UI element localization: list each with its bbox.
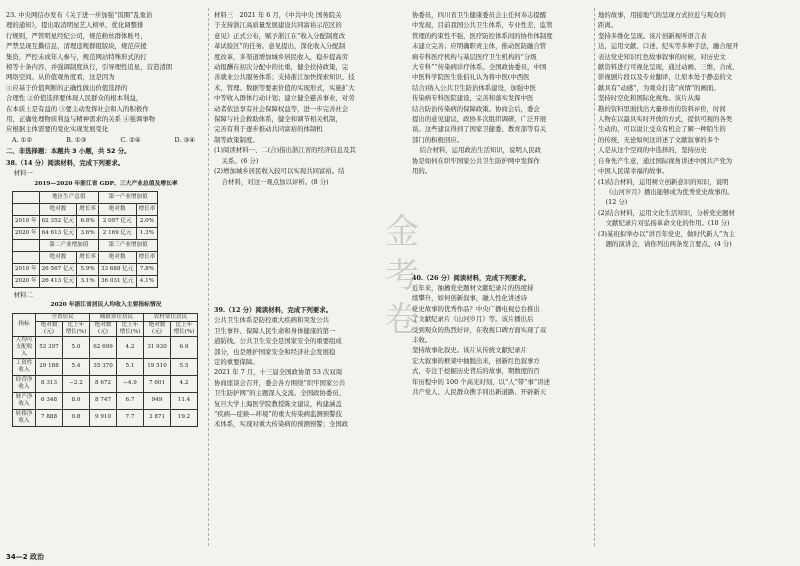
table-cell: 6.8% [77, 215, 99, 227]
table-cell: 9 910 [90, 409, 117, 426]
question-39-task-cont: 协是如何在织牢国家公共卫生防护网中发挥作 [412, 156, 540, 165]
table-cell: 9.8 [63, 409, 90, 426]
text-line: 续攀升，如何创新叙事，融人性化讲述诗 [412, 294, 528, 303]
table-cell: 3 871 [144, 409, 171, 426]
text-line: 协商座谈会召开，委会各方围绕“织牢国家公共 [214, 378, 346, 387]
text-line: 人是从这个空间的中选择的，坚持历史 [598, 146, 707, 155]
text-line: 保障与社会救助体系，健全和调节相关机制， [214, 115, 342, 124]
question-40-text [412, 283, 592, 397]
text-line: 卫生防护网”的主题深入交流。全国政协委员、 [214, 389, 346, 398]
question-40-3: (3)某班拟举办以“讲百年党史，做时代新人”为主 [598, 229, 736, 238]
text-line: 献具有“动感”，为观众打造“真情”的画面。 [598, 83, 720, 92]
question-38-1: (1)阅读材料一、二(合)指出浙江省的经济信息及其 [214, 146, 356, 155]
text-line: 中等收入群体行动计划；建立健全慈善事业，对劳 [214, 94, 355, 103]
table-header-cell: 第一产业增加值 [98, 191, 157, 203]
table-cell: 52 397 [36, 336, 63, 358]
text-line: 共产党人、人民群众携手同出新道路、开辟新天 [412, 387, 547, 396]
text-line: 影视剧片段以及专业翻译，让原本处于静态的文 [598, 73, 733, 82]
text-line: 意见》正式公布，赋予浙江在“收入分配制度改 [214, 31, 346, 40]
table-cell: 8.0 [63, 392, 90, 409]
text-line: 制等政策制度。 [214, 135, 259, 144]
text-line: 网络空间。从价值观角度看，这是因为 [6, 73, 115, 82]
text-line: 年历程中的 100 个高光时刻，以“人”带“事”讲述 [412, 377, 550, 386]
table-header-cell: 增长率 [77, 203, 99, 215]
text-line: 地的故事，用接地气的呈现方式拉近与观众的 [598, 11, 726, 19]
table-header-cell: 增长率 [136, 251, 158, 263]
table-cell: 2020 年 [13, 227, 40, 239]
text-line: 献资料进行可视化呈现，通过动画、三维、合成、 [598, 63, 739, 72]
income-table [12, 313, 198, 427]
table-cell: 31 930 [144, 336, 171, 358]
table-cell: 1.3% [136, 227, 158, 239]
text-line: 合理性 ②价值选择要体现人民群众的根本利益， [6, 94, 143, 103]
text-line: 应根据主体需要的变化实现发展变化 [6, 125, 109, 134]
table-header-cell: 绝对数 [98, 251, 136, 263]
material-3 [214, 10, 406, 145]
table-header-cell: 绝对数 [39, 203, 77, 215]
question-40-2: (2)结合材料，运用文化生活知识，分析党史题材 [598, 208, 735, 217]
table-cell: 人均可支配收入 [13, 336, 36, 358]
question-40-heading: 40.（26 分）阅读材料，完成下列要求。 [412, 273, 531, 282]
table-header-cell: 绝对数(元) [90, 321, 117, 336]
column-2 [214, 10, 406, 430]
table-cell: 工资性收入 [13, 358, 36, 375]
table-cell: 2020 年 [13, 275, 40, 287]
text-line: 部分，也是维护国家安全和经济社会发展稳 [214, 347, 336, 356]
table-cell: 19.2 [171, 409, 198, 426]
table-cell: 5.1 [117, 358, 144, 375]
table-header-row [13, 313, 198, 321]
table-header-cell: 地区生产总值 [39, 191, 98, 203]
table-cell: −4.9 [117, 375, 144, 392]
text-line: 宏大叙事的框架中抽脱出来，创新红色叙事方 [412, 356, 540, 365]
table-row [13, 227, 158, 239]
table-row [13, 336, 198, 358]
text-line: 行规则，严管明星经纪公司，规范粉丝群体账号， [6, 31, 147, 40]
watermark-char: 金 [385, 212, 419, 252]
section-2-heading: 二、非选择题：本题共 3 小题，共 52 分。 [6, 147, 131, 156]
table-header-row [13, 239, 158, 251]
table-cell: 62 352 亿元 [39, 215, 77, 227]
table-cell: 2 097 亿元 [98, 215, 136, 227]
text-line: 坚持多维化呈现。该片创新视听语言表 [598, 31, 707, 40]
table-cell: 5.4 [63, 358, 90, 375]
column-divider [208, 8, 209, 546]
table-cell: 2019 年 [13, 263, 40, 275]
text-line: 公共卫生体系是防控重大疾病和突发公共 [214, 316, 330, 325]
text-line: 管理的约束性不强，医疗防控体系间的协作体制度 [412, 31, 553, 40]
text-line: 道防线。公共卫生安全是国家安全的重要组成 [214, 337, 342, 346]
table-cell: 6 348 [36, 392, 63, 409]
text-line: 传染病专科医院建设，完善和落实发挥中医 [412, 94, 534, 103]
table-cell: 4.2 [171, 375, 198, 392]
text-line: 表达党史知识红色故事叙事的时候，对历史文 [598, 52, 726, 61]
question-40-1-cont: 《山河岁月》播出能够成为优秀党史故事的。 [605, 187, 734, 196]
question-40-continuation [598, 10, 794, 177]
text-line: 卫生事件、保障人民生命和身体健康的第一 [214, 326, 336, 335]
table-cell: 7.8% [136, 263, 158, 275]
table-cell: 8 747 [90, 392, 117, 409]
text-line: 的传统，无论如何这讲述了文献叙事的多个 [598, 135, 720, 144]
text-line: 受到观众的热烈好评，在收视口碑方面实现了双 [412, 325, 547, 334]
page-footer: 34—2 政治 [6, 553, 45, 561]
text-line: 善就业公共服务体系；支持浙江加快探索知识、技 [214, 73, 355, 82]
table-header-cell: 绝对数 [98, 203, 136, 215]
table-header-cell: 增长率 [77, 251, 99, 263]
text-line: 勘的资料里面找出大量珍贵的资料评价，时间 [598, 104, 726, 113]
watermark-char: 考 [385, 256, 419, 296]
text-line: 中医科学院医生张伯礼认为将中医(中西医 [412, 73, 530, 82]
table-cell: 4.2 [117, 336, 144, 358]
table-cell: 6.9 [171, 336, 198, 358]
text-line: 动者依法享有社会保障权益等，进一步完善社会 [214, 104, 349, 113]
question-23-options [6, 135, 206, 145]
text-line: 协委员，四川省卫生健康委员会主任何寿志提醒 [412, 11, 547, 19]
text-line: 复旦大学上海医学院教授陈文建议，构建涵盖 [214, 399, 342, 408]
text-line: 集资，严控未成年人参与，规范网站特殊形式的打 [6, 52, 147, 61]
question-39-text [214, 315, 406, 429]
text-line: 术、管理、数据等要素价值的实现形式，实施扩大 [214, 83, 355, 92]
question-39-task: 结合材料，运用政治生活知识，说明人民政 [419, 146, 542, 155]
table-row [13, 263, 158, 275]
table-cell: 转移净收入 [13, 409, 36, 426]
option-a: A. ①② [12, 135, 33, 144]
option-c: C. ②④ [120, 135, 141, 144]
text-line: 严禁呈现互撕信息，清理违规群组版块，规范应援 [6, 42, 147, 51]
table-cell: 经营净收入 [13, 375, 36, 392]
text-line: 术体系，实现对重大传染病的预测预警；全国政 [214, 420, 349, 429]
text-line: 距离。 [598, 21, 618, 30]
question-39-task-end: 用的。 [412, 167, 432, 176]
table-header-cell: 比上年增长(%) [117, 321, 144, 336]
table-row [13, 375, 198, 392]
table-header-cell: 第二产业增加值 [39, 239, 98, 251]
table-row [13, 358, 198, 375]
table-cell [13, 251, 40, 263]
text-line: 生动的，可以说让受众有机会了解一种陌生的 [598, 125, 726, 134]
question-38-2: (2)增加城乡居民收入较可以实现共同富裕。结 [214, 167, 345, 176]
text-line: 在本质上是有益的 ③要主动发挥社会和人的积极作 [6, 104, 149, 113]
option-b: B. ①③ [66, 135, 87, 144]
table-header-row [13, 191, 158, 203]
table-1-title: 2019—2020 年浙江省 GDP、三大产业总值及增长率 [34, 180, 178, 187]
table-cell: 7.7 [117, 409, 144, 426]
table-cell: 33 688 亿元 [98, 263, 136, 275]
text-line: 中发现，目前我国公共卫生体系，专业性差，监管 [412, 21, 553, 30]
table-header-cell: 绝对数 [39, 251, 77, 263]
text-line: 丰收。 [412, 335, 432, 344]
table-cell [13, 191, 40, 203]
table-header-cell: 增长率 [136, 203, 158, 215]
table-cell: 财产净收入 [13, 392, 36, 409]
table-header-cell: 全省居民 [36, 313, 90, 321]
text-line: 理的通知》，提出取消明星艺人榜单、优化调整排 [6, 21, 144, 30]
table-cell: 2 169 亿元 [98, 227, 136, 239]
question-38-1-cont: 关系。(6 分) [221, 156, 259, 165]
table-header-cell: 第三产业增加值 [98, 239, 157, 251]
table-cell: −2.2 [63, 375, 90, 392]
question-38-heading: 38.（14 分）阅读材料，完成下列要求。 [6, 158, 125, 167]
material-1-label: 材料一 [13, 169, 33, 178]
text-line: 完善有利于逐步推动共同富裕的体制机 [214, 125, 323, 134]
text-line: 于支持浙江高质量发展建设共同富裕示范区的 [214, 21, 342, 30]
table-row [13, 409, 198, 426]
column-divider [594, 8, 595, 546]
table-cell: 64 613 亿元 [39, 227, 77, 239]
table-cell: 2019 年 [13, 215, 40, 227]
table-cell: 26 567 亿元 [39, 263, 77, 275]
text-line: 用，正确处理物质利益与精神需求的关系 ④强调事物 [6, 115, 156, 124]
table-header-cell: 指标 [13, 313, 36, 336]
table-header-cell: 农村常住居民 [144, 313, 198, 321]
table-cell: 29 188 [36, 358, 63, 375]
table-header-row [13, 251, 158, 263]
material-2-label: 材料二 [13, 290, 33, 299]
table-cell: 8 313 [36, 375, 63, 392]
table-cell: 5.5 [171, 358, 198, 375]
table-cell: 36 031 亿元 [98, 275, 136, 287]
table-cell: 7 888 [36, 409, 63, 426]
table-cell: 5.0 [63, 336, 90, 358]
question-40-3-cont: 题的演讲会，请你列出两条发言要点。(4 分) [605, 239, 732, 248]
table-header-cell: 比上年增长(%) [171, 321, 198, 336]
table-cell: 19 510 [144, 358, 171, 375]
question-38-2-cont: 合材料，对这一观点加以评析。(8 分) [221, 177, 329, 186]
table-cell: 35 370 [90, 358, 117, 375]
text-line: 中国人民谋幸福的故事。 [598, 167, 669, 176]
text-line: 结合)纳入公共卫生防治体系建设，加强中医 [412, 83, 536, 92]
text-line: “疾病—症候—环境”的重大传染病监测预警技 [214, 409, 342, 418]
text-line: 榜等十条内容，并强调制度执行，引导理性追星，营造清朗 [6, 63, 173, 72]
text-line: 坚持故事化叙史。该片从传统文献纪录片 [412, 346, 528, 355]
table-cell: 4.1% [136, 275, 158, 287]
table-2-title: 2020 年浙江省居民人均收入主要指标情况 [50, 302, 162, 309]
text-line: 病专科医疗机构与基层医疗卫生机构的“分级 [412, 52, 537, 61]
text-line: 度改革，多渠道增加城乡居民收入，稳步提高劳 [214, 52, 349, 61]
gdp-table [12, 191, 158, 288]
text-line: 材料三 2021 年 6 月，《中共中央 国务院关 [214, 11, 342, 19]
table-header-cell: 绝对数(元) [144, 321, 171, 336]
text-line: ①应基于价值判断的正确性做出价值选择的 [6, 83, 128, 92]
text-line: 式，专注于挖掘历史背后的故事，期数度的百 [412, 367, 540, 376]
column-3 [412, 10, 592, 397]
text-line: 大专科”“传染病诊疗体系。全国政协委员，中国 [412, 63, 547, 72]
table-cell: 3.1% [77, 275, 99, 287]
text-line: 党史故事的优秀作品？中央广播电视总台推出 [412, 304, 540, 313]
question-40-1: (1)结合材料，运用树立创新意识的知识，说明 [598, 177, 729, 186]
table-header-row [13, 321, 198, 336]
text-line: 提出的意见建议，政协多次组织调研、广泛开展 [412, 115, 547, 124]
table-cell [13, 239, 40, 251]
table-cell: 2.0% [136, 215, 158, 227]
table-cell: 26 413 亿元 [39, 275, 77, 287]
table-header-cell: 比上年增长(%) [63, 321, 90, 336]
text-line: 动报酬在初次分配中的比重，健全扶持政策，完 [214, 63, 349, 72]
table-cell: 3.6% [77, 227, 99, 239]
text-line: 结合防治传染病的保障政策。协商会后，委会 [412, 104, 540, 113]
table-row [13, 215, 158, 227]
table-cell: 8 672 [90, 375, 117, 392]
table-cell [13, 203, 40, 215]
income-table-body [13, 336, 198, 426]
question-40-2-cont: 文献纪录片对弘扬革命文化的作用。(10 分) [605, 219, 730, 228]
text-line: 了文献纪录片《山河岁月》等。该片播出后 [412, 315, 534, 324]
text-line: 近年来，抽搐党史题材文献纪录片的热度持 [412, 283, 534, 292]
table-row [13, 275, 158, 287]
table-header-cell: 城镇常住居民 [90, 313, 144, 321]
table-cell: 949 [144, 392, 171, 409]
table-cell: 5.9% [77, 263, 99, 275]
table-cell: 62 699 [90, 336, 117, 358]
table-header-row [13, 203, 158, 215]
question-39-continuation [412, 10, 592, 145]
column-1 [6, 10, 206, 429]
question-40-1-score: (12 分) [605, 198, 628, 207]
question-23 [6, 10, 206, 135]
text-line: 23. 中央网信办发布《关于进一步加强“饭圈”乱象治 [6, 11, 153, 19]
text-line: 自身先产生意，通过国际视角讲述中国共产党为 [598, 156, 733, 165]
watermark-char: 卷 [385, 300, 419, 340]
table-cell: 7 601 [144, 375, 171, 392]
option-d: D. ③④ [174, 135, 195, 144]
table-cell: 6.7 [117, 392, 144, 409]
text-line: 达，运用文献、口述、纪实等多种手法，融合展开 [598, 42, 739, 51]
text-line: 2021 年 7 月，十三届全国政协第 53 次双周 [214, 368, 343, 377]
text-line: 谈。这些建议得到了国家卫健委、教育部等有关 [412, 125, 547, 134]
text-line: 未建立完善；应明确职责主体，推动医防融合管 [412, 42, 547, 51]
text-line: 定的重要保障。 [214, 357, 259, 366]
text-line: 坚持时空化和国际化视角。该片从海 [598, 94, 701, 103]
text-line: 人物在以最具实时开放的方式，提供可视的各类 [598, 115, 733, 124]
table-header-cell: 绝对数(元) [36, 321, 63, 336]
text-line: 部门的积极回应。 [412, 135, 464, 144]
column-4 [598, 10, 794, 249]
text-line: 革试验区”的任务。意见提出，深化收入分配制 [214, 42, 346, 51]
question-39-heading: 39.（12 分）阅读材料，完成下列要求。 [214, 305, 333, 314]
table-cell: 11.4 [171, 392, 198, 409]
table-row [13, 392, 198, 409]
